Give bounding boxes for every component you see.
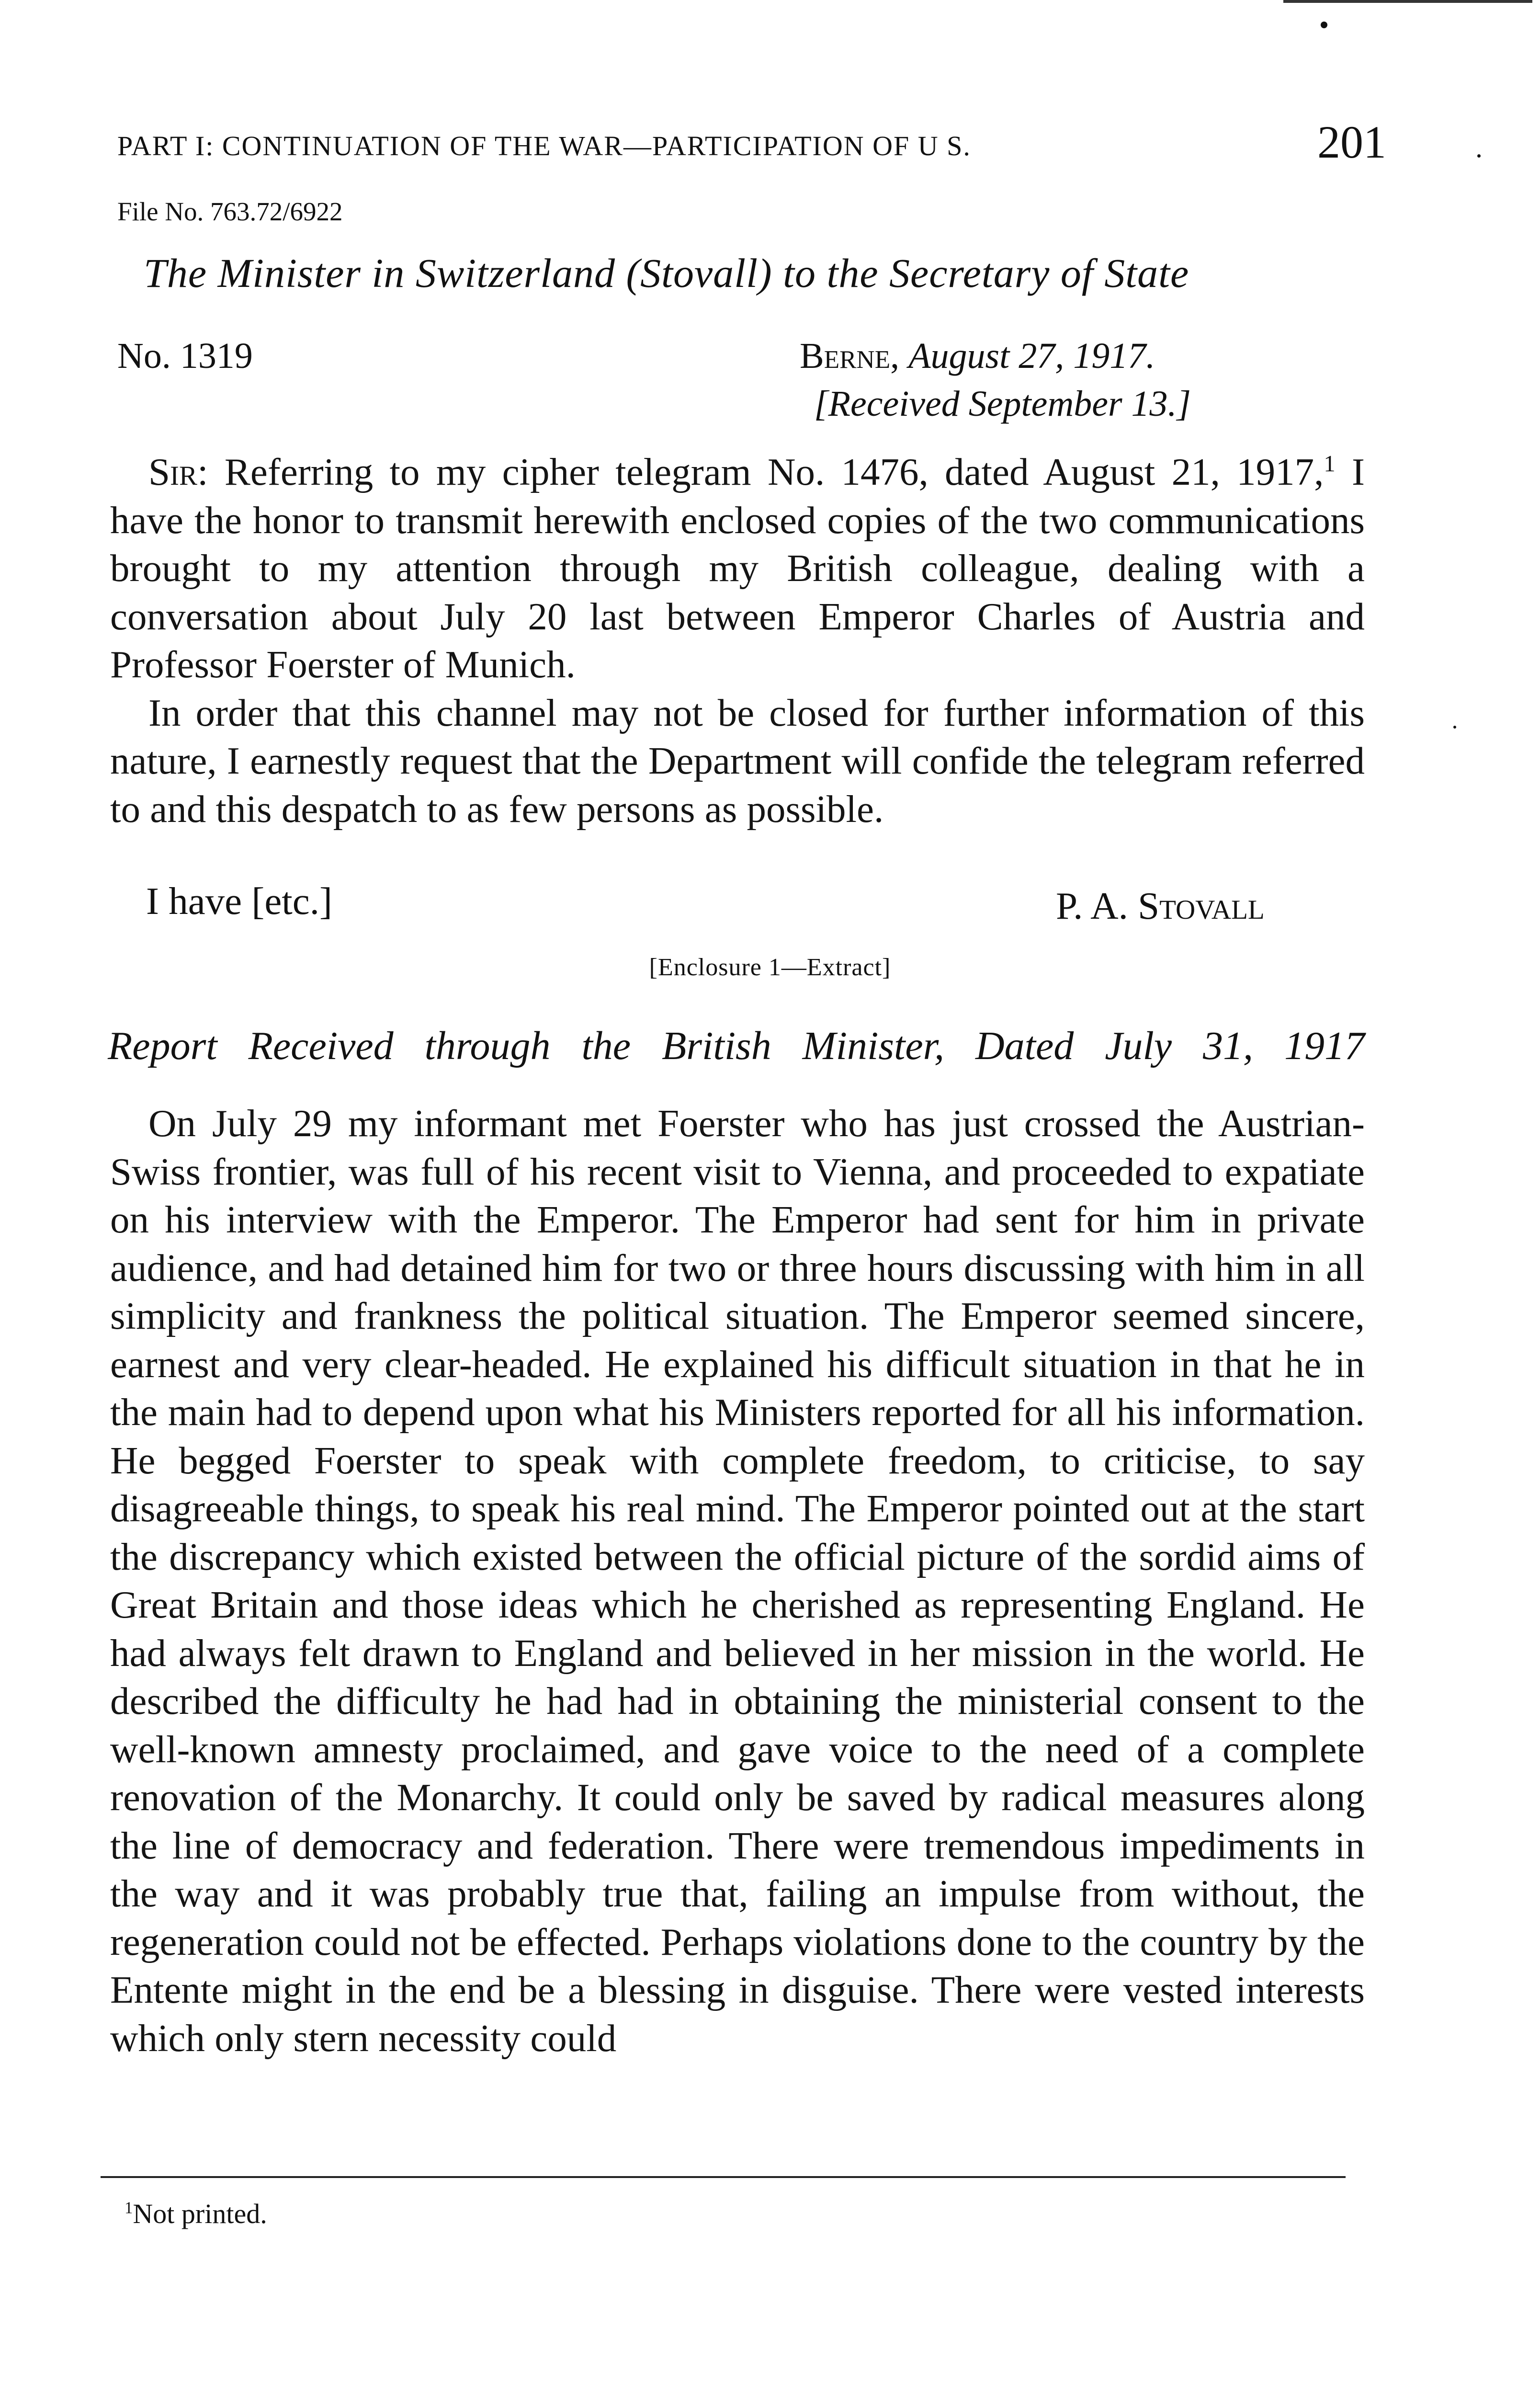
footnote-rule (101, 2176, 1346, 2178)
footnote-text: Not printed. (133, 2198, 267, 2229)
document-title: The Minister in Switzerland (Stovall) to the Secretary of State (144, 250, 1189, 296)
enclosure-label: [Enclosure 1—Extract] (649, 954, 891, 981)
closing: I have [etc.] (146, 879, 332, 923)
signature-initials: P. A. (1056, 884, 1128, 927)
report-paragraph: On July 29 my informant met Foerster who has just crossed the Austrian-Swiss frontier, was full of his recent visit to Vienna, and proceeded to expatiate on his interview with the Emperor. The Emperor had sent for him in private audience, and had detained him for two or three hours discussing with him in all simplicity and frankness the political situation. The Emperor seemed sincere, earnest and very clear-headed. He explained his difficult situation in that he in the main had to depend upon what his Ministers reported for all his information. He begged Foerster to speak with complete freedom, to criticise, to say disagreeable things, to speak his real mind. The Emperor pointed out at the start the discrepancy which existed between the official picture of the sordid aims of Great Britain and those ideas which he cherished as representing England. He had always felt drawn to England and believed in her mission in the world. He described the difficulty he had had in obtaining the ministerial consent to the well-known amnesty proclaimed, and gave voice to the need of a complete renovation of the Monarchy. It could only be saved by radical measures along the line of democracy and federation. There were tremendous impediments in the way and it was probably true that, failing an impulse from without, the regeneration could not be effected. Perhaps violations done to the country by the Entente might in the end be a blessing in disguise. There were vested interests which only stern necessity could (110, 1102, 1365, 2060)
report-title: Report Received through the British Minister, Dated July 31, 1917 (108, 1024, 1365, 1068)
running-head-text: PART I: CONTINUATION OF THE WAR—PARTICIPATION OF U S. (117, 130, 971, 161)
letter-paragraph (110, 448, 1365, 689)
print-speck (1321, 22, 1327, 28)
report-body (110, 1099, 1365, 2062)
top-edge-rule (1283, 0, 1532, 3)
file-number: File No. 763.72/6922 (117, 197, 343, 226)
letter-paragraph-opening: : Referring to my cipher telegram No. 1476, dated August 21, 1917, (197, 450, 1324, 493)
signature (1056, 884, 1265, 928)
footnote (125, 2198, 267, 2230)
salutation: Sir (148, 450, 198, 493)
print-speck (1453, 726, 1456, 729)
letter-body (110, 448, 1365, 833)
footnote-marker: 1 (125, 2198, 133, 2217)
received-date: [Received September 13.] (814, 384, 1191, 424)
dateline-place: Berne, (800, 336, 900, 376)
running-head (117, 116, 1386, 172)
dateline (800, 335, 1155, 377)
page-number: 201 (1317, 116, 1386, 168)
letter-paragraph-rest: I have the honor to transmit herewith enclosed copies of the two communications brought to my attention through my British colleague, dealing with a conversation about July 20 last between Emperor Charles of Austria and Professor Foerster of Munich. (110, 450, 1365, 686)
dateline-date: August 27, 1917. (908, 336, 1155, 376)
despatch-number: No. 1319 (117, 336, 253, 376)
letter-paragraph: In order that this channel may not be closed for further information of this nature, I earnestly request that the Department will confide the telegram referred to and this despatch to as few persons as possible. (110, 691, 1365, 831)
print-speck (1477, 154, 1481, 158)
footnote-reference: 1 (1324, 451, 1336, 477)
signature-name: Stovall (1138, 884, 1265, 927)
